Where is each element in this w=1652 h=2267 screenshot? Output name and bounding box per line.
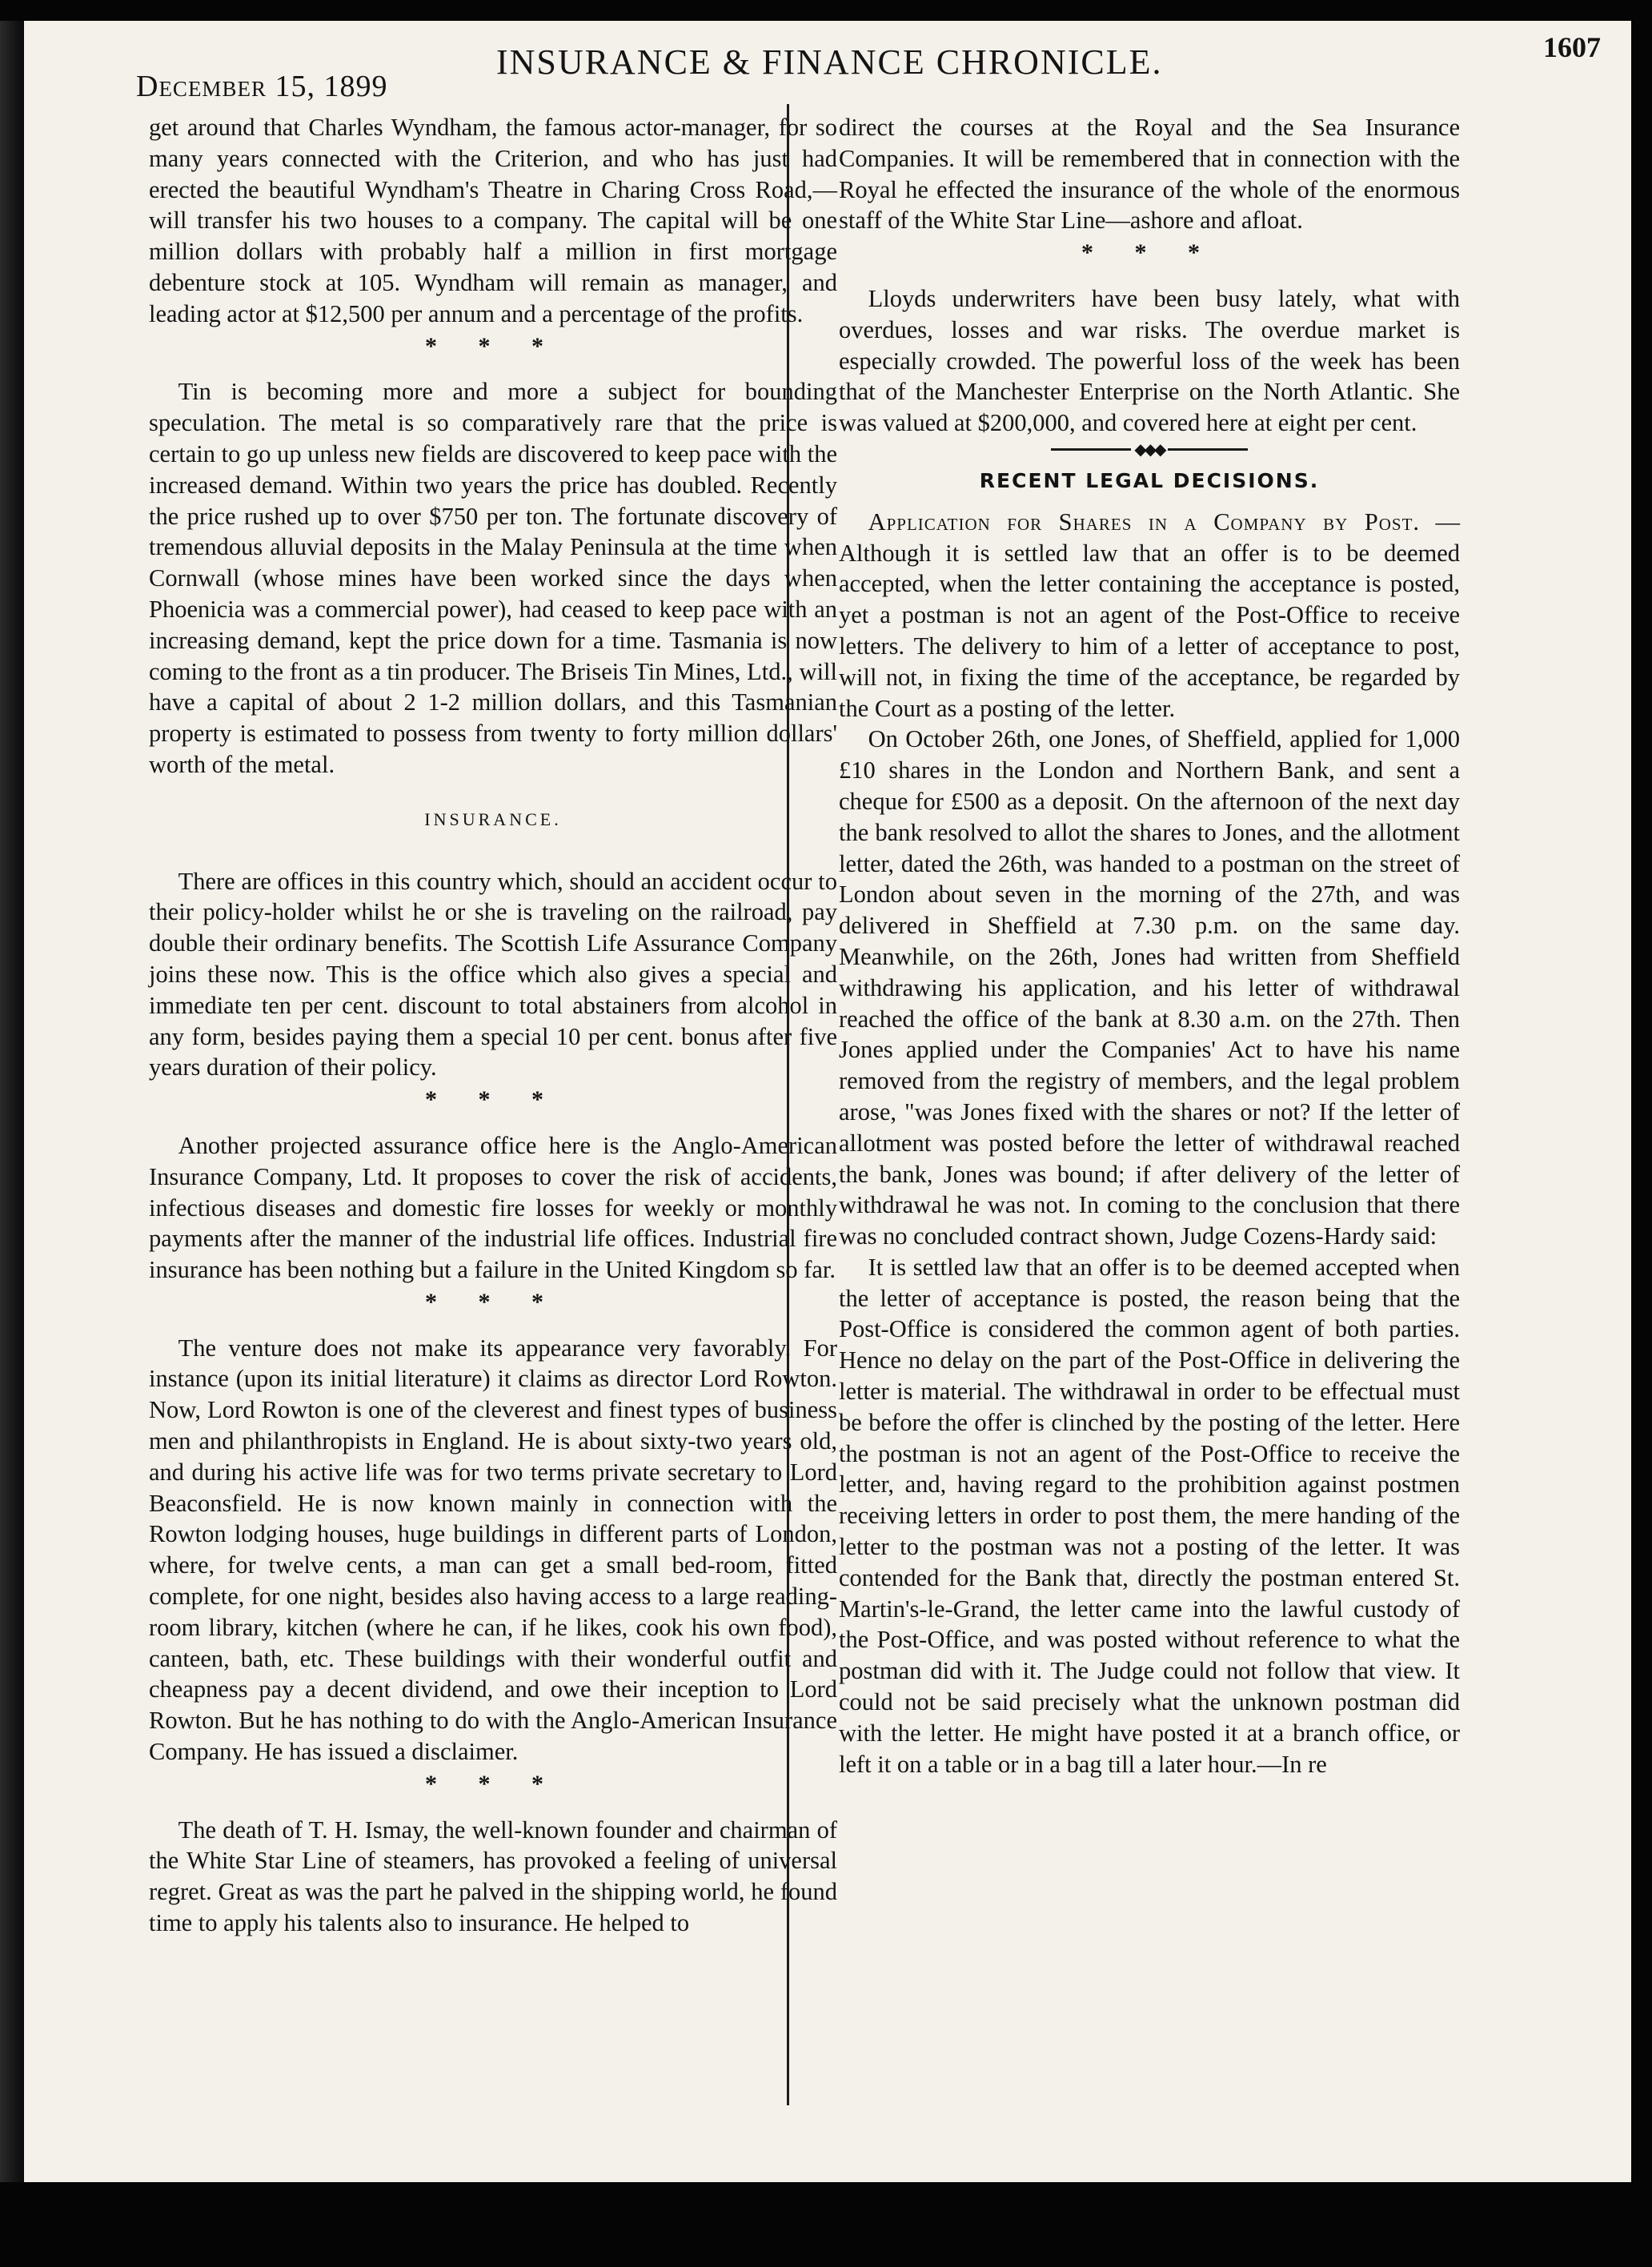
subheading-insurance: INSURANCE. xyxy=(424,808,562,829)
paragraph-wyndham: get around that Charles Wyndham, the famous actor-manager, for so many years connected with the Criterion, and who has just had erected the beautiful Wyndham's Theatre in Charing Cross Road,—will transfer his two houses to a company. The capital will be one million dollars with probably half a million in first mortgage debenture stock at 105. Wyndham will remain as manager, and leading actor at $12,500 per annum and a percentage of the profits. xyxy=(149,114,837,327)
paragraph-tin: Tin is becoming more and more a subject for bounding speculation. The metal is so comparatively rare that the price is certain to go up unless new fields are discovered to keep pace with the increased demand. Within two years the price has doubled. Recently the price rushed up to over $750 per ton. The fortunate discovery of tremendous alluvial deposits in the Malay Peninsula at the time when Cornwall (whose mines have been worked since the days when Phoenicia was a commercial power), had ceased to keep pace with an increasing demand, kept the price down for a time. Tasmania is now coming to the front as a tin producer. The Briseis Tin Mines, Ltd., will have a capital of about 2 1-2 million dollars, and this Tasmanian property is estimated to possess from twenty to forty million dollars' worth of the metal. xyxy=(149,378,837,778)
run-in-heading: Application for Shares in a Company by Post. xyxy=(868,508,1421,536)
page-header xyxy=(136,30,1601,110)
paragraph-jones-case: On October 26th, one Jones, of Sheffield, applied for 1,000 £10 shares in the London and Northern Bank, and sent a cheque for £500 as a deposit. On the afternoon of the next day the bank resolved to allot the shares to Jones, and the allotment letter, dated the 26th, was handed to a postman on the street of London about seven in the morning of the 27th, and was delivered in Sheffield at 7.30 p.m. on the same day. Meanwhile, on the 26th, Jones had written from Sheffield withdrawing his application, and his letter of withdrawal reached the office of the bank at 8.30 a.m. on the 27th. Then Jones applied under the Companies' Act to have his name removed from the registry of members, and the legal problem arose, "was Jones fixed with the shares or not? If the letter of allotment was posted before the letter of withdrawal reached the bank, Jones was bound; if after delivery of the letter of withdrawal he was not. In coming to the conclusion that there was no concluded contract shown, Judge Cozens-Hardy said: xyxy=(839,725,1460,1250)
paragraph-lord-rowton: The venture does not make its appearance very favorably. For instance (upon its initial literature) it claims as director Lord Rowton. Now, Lord Rowton is one of the cleverest and finest types of business men and philanthropists in England. He is about sixty-two years old, and during his active life was for two terms private secretary to Lord Beaconsfield. He is now known mainly in connection with the Rowton lodging houses, huge buildings in different parts of London, where, for twelve cents, a man can get a small bed-room, fitted complete, for one night, besides also having access to a large reading-room library, kitchen (where he can, if he likes, cook his own food), canteen, bath, etc. These buildings with their wonderful outfit and cheapness pay a decent dividend, and owe their inception to Lord Rowton. But he has nothing to do with the Anglo-American Insurance Company. He has issued a disclaimer. xyxy=(149,1334,837,1766)
paragraph-ismay: The death of T. H. Ismay, the well-known founder and chairman of the White Star Line of steamers, has provoked a feeling of universal regret. Great as was the part he palved in the shipping world, he found time to apply his talents also to insurance. He helped to xyxy=(149,1816,837,1937)
section-break: * * * xyxy=(1081,239,1217,267)
section-break: * * * xyxy=(425,332,561,359)
paragraph-application-text: —Although it is settled law that an offer is to be deemed accepted, when the letter containing the acceptance is posted, yet a postman is not an agent of the Post-Office to receive letters. The delivery to him of a letter of acceptance to post, will not, in fixing the time of the acceptance, be regarded by the Court as a posting of the letter. xyxy=(839,508,1461,722)
paragraph-anglo-american: Another projected assurance office here is the Anglo-American Insurance Company, Ltd. It proposes to cover the risk of accidents, infectious diseases and domestic fire losses for weekly or monthly payments after the manner of the industrial life offices. Industrial fire insurance has been nothing but a failure in the United Kingdom so far. xyxy=(149,1131,837,1284)
paragraph-lloyds: Lloyds underwriters have been busy lately, what with overdues, losses and war risks. The overdue market is especially crowded. The powerful loss of the week has been that of the Manchester Enterprise on the North Atlantic. She was valued at $200,000, and covered here at eight per cent. xyxy=(839,284,1460,437)
section-break: * * * xyxy=(425,1288,561,1315)
right-column xyxy=(839,112,1460,1779)
scan-edge xyxy=(0,21,24,2182)
paragraph-application-shares xyxy=(839,507,1460,724)
paragraph-royal-sea: direct the courses at the Royal and the Sea Insurance Companies. It will be remembered that in connection with the Royal he effected the insurance of the whole of the enormous staff of the White Star Line—ashore and afloat. xyxy=(839,114,1460,235)
section-break: * * * xyxy=(425,1086,561,1113)
paragraph-railroad-benefits: There are offices in this country which, should an accident occur to their policy-holder whilst he or she is traveling on the railroad, pay double their ordinary benefits. The Scottish Life Assurance Company joins these now. This is the office which also gives a special and immediate ten per cent. discount to total abstainers from alcohol in any form, besides paying them a special 10 per cent. bonus after five years duration of their policy. xyxy=(149,867,837,1081)
issue-date: December 15, 1899 xyxy=(136,70,388,103)
paragraph-judgment: It is settled law that an offer is to be deemed accepted when the letter of acceptance is posted, the reason being that the Post-Office is considered the common agent of both parties. Hence no delay on the part of the Post-Office in delivering the letter is material. The withdrawal in order to be effectual must be before the offer is clinched by the posting of the letter. Here the postman is not an agent of the Post-Office to receive the letter, and, having regard to the prohibition against postmen receiving letters in order to post them, the mere handing of the letter to the postman was not a posting of the letter. It was contended for the Bank that, directly the postman entered St. Martin's-le-Grand, the letter came into the lawful custody of the Post-Office, and was posted without reference to what the postman did with it. The Judge could not follow that view. It could not be said precisely what the unknown postman did with the letter. He might have posted it at a branch office, or left it on a table or in a bag till a later hour.—In re xyxy=(839,1253,1460,1778)
left-column xyxy=(149,112,837,1939)
page-number: 1607 xyxy=(1543,31,1601,63)
section-break: * * * xyxy=(425,1770,561,1797)
publication-title: INSURANCE & FINANCE CHRONICLE. xyxy=(496,42,1163,82)
section-title-legal-decisions: RECENT LEGAL DECISIONS. xyxy=(979,468,1320,492)
ornament-rule: ◆◆◆ xyxy=(839,442,1460,458)
